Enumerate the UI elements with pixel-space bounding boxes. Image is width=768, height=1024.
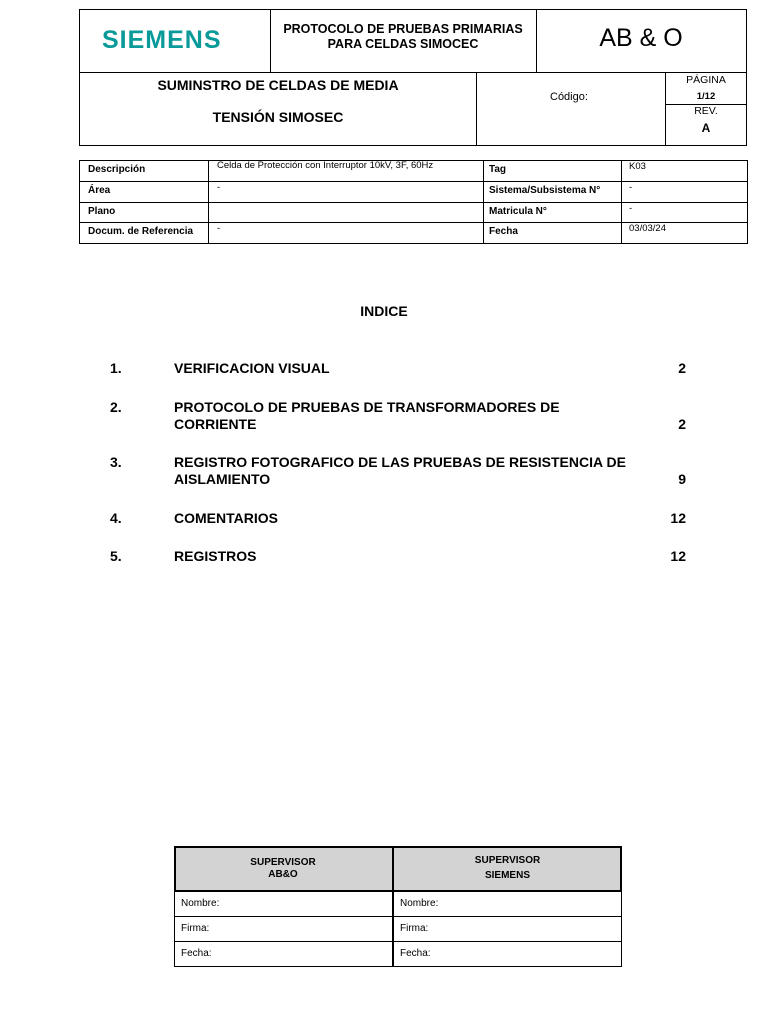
- index-item-title: PROTOCOLO DE PRUEBAS DE TRANSFORMADORES DE: [174, 399, 560, 415]
- index-item-page: 12: [670, 510, 686, 526]
- info-label-matricula: Matricula N°: [489, 206, 547, 217]
- rev-label: REV.: [694, 105, 718, 117]
- pagina-label: PÁGINA: [686, 74, 726, 86]
- index-item-title-cont: CORRIENTE: [174, 416, 257, 432]
- supervisor-siemens-header: [393, 855, 622, 882]
- siemens-logo: SIEMENS: [102, 26, 222, 54]
- project-title-line1: SUMINSTRO DE CELDAS DE MEDIA: [157, 77, 399, 93]
- document-title-line1: PROTOCOLO DE PRUEBAS PRIMARIAS: [283, 22, 523, 36]
- info-value-sistema: -: [629, 182, 633, 193]
- index-title: INDICE: [360, 303, 408, 319]
- index-item-number: 1.: [110, 360, 122, 376]
- index-item-title: VERIFICACION VISUAL: [174, 360, 330, 376]
- info-label-docum-referencia: Docum. de Referencia: [88, 226, 194, 237]
- index-item-title: REGISTROS: [174, 548, 257, 564]
- index-item-number: 3.: [110, 454, 122, 470]
- index-item-number: 4.: [110, 510, 122, 526]
- info-value-descripcion: Celda de Protección con Interruptor 10kV, 3F, 60Hz: [217, 160, 434, 171]
- info-label-plano: Plano: [88, 206, 116, 217]
- pagina-value: 1/12: [696, 91, 716, 102]
- index-item-page: 12: [670, 548, 686, 564]
- company-name: AB & O: [599, 24, 683, 52]
- supervisor-abo-company: AB&O: [268, 869, 298, 880]
- supervisor-siemens-company: SIEMENS: [484, 870, 530, 881]
- info-label-area: Área: [88, 185, 111, 196]
- index-item-title: COMENTARIOS: [174, 510, 278, 526]
- siemens-nombre-field: Nombre:: [400, 898, 439, 909]
- abo-firma-field: Firma:: [181, 923, 210, 934]
- abo-fecha-field: Fecha:: [181, 948, 212, 959]
- document-title: [272, 22, 534, 52]
- info-label-tag: Tag: [489, 164, 507, 175]
- info-value-fecha: 03/03/24: [629, 223, 666, 234]
- abo-nombre-field: Nombre:: [181, 898, 220, 909]
- info-value-area: -: [217, 182, 221, 193]
- index-item-page: 2: [678, 360, 686, 376]
- info-value-docum-referencia: -: [217, 223, 221, 234]
- siemens-firma-field: Firma:: [400, 923, 429, 934]
- info-label-fecha: Fecha: [489, 226, 518, 237]
- info-value-tag: K03: [629, 161, 646, 172]
- supervisor-siemens-label: SUPERVISOR: [474, 855, 541, 866]
- index-item-number: 2.: [110, 399, 122, 415]
- project-title-line2: TENSIÓN SIMOSEC: [212, 109, 344, 125]
- siemens-fecha-field: Fecha:: [400, 948, 431, 959]
- index-item-page: 2: [678, 416, 686, 432]
- info-label-sistema: Sistema/Subsistema N°: [489, 185, 601, 196]
- supervisor-abo-label: SUPERVISOR: [250, 857, 316, 868]
- rev-value: A: [701, 121, 711, 135]
- index-item-page: 9: [678, 471, 686, 487]
- codigo-label: Código:: [550, 91, 588, 103]
- info-value-matricula: -: [629, 203, 633, 214]
- info-label-descripcion: Descripción: [88, 164, 146, 175]
- index-item-title-cont: AISLAMIENTO: [174, 471, 271, 487]
- supervisor-abo-header: [174, 857, 392, 881]
- document-title-line2: PARA CELDAS SIMOCEC: [327, 37, 479, 51]
- index-item-title: REGISTRO FOTOGRAFICO DE LAS PRUEBAS DE RESISTENCIA DE: [174, 454, 626, 470]
- index-item-number: 5.: [110, 548, 122, 564]
